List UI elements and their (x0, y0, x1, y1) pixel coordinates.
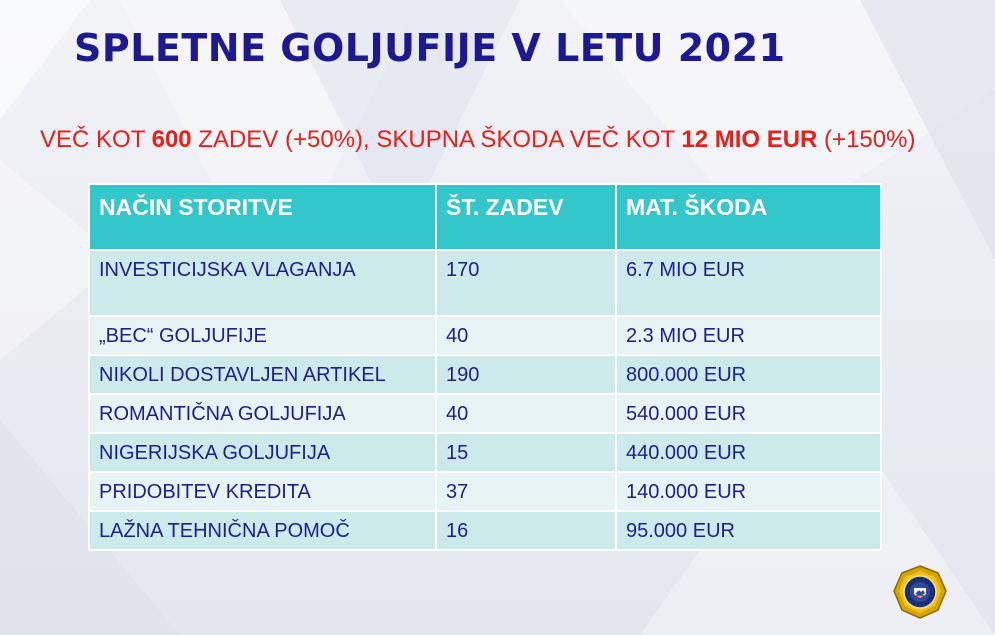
cell-method: INVESTICIJSKA VLAGANJA (89, 250, 436, 316)
police-badge-icon (892, 564, 948, 620)
table-row (89, 472, 881, 511)
cell-damage: 440.000 EUR (616, 433, 881, 472)
header-damage: MAT. ŠKODA (616, 184, 881, 250)
table-row (89, 250, 881, 316)
subtitle-total-damage: 12 MIO EUR (681, 126, 818, 153)
header-method: NAČIN STORITVE (89, 184, 436, 250)
table-row (89, 394, 881, 433)
table-row (89, 316, 881, 355)
cell-cases: 37 (436, 472, 616, 511)
cell-damage: 6.7 MIO EUR (616, 250, 881, 316)
cell-method: PRIDOBITEV KREDITA (89, 472, 436, 511)
cell-damage: 2.3 MIO EUR (616, 316, 881, 355)
cell-damage: 140.000 EUR (616, 472, 881, 511)
cell-method: LAŽNA TEHNIČNA POMOČ (89, 511, 436, 550)
cell-cases: 40 (436, 316, 616, 355)
subtitle-part: ZADEV (+50%), SKUPNA ŠKODA VEČ KOT (191, 126, 682, 153)
cell-method: NIGERIJSKA GOLJUFIJA (89, 433, 436, 472)
table-row (89, 355, 881, 394)
cell-cases: 40 (436, 394, 616, 433)
cell-method: NIKOLI DOSTAVLJEN ARTIKEL (89, 355, 436, 394)
cell-damage: 800.000 EUR (616, 355, 881, 394)
subtitle-part: VEČ KOT (40, 126, 152, 153)
cell-cases: 170 (436, 250, 616, 316)
cell-cases: 15 (436, 433, 616, 472)
slide-subtitle (40, 126, 915, 154)
cell-damage: 540.000 EUR (616, 394, 881, 433)
cell-method: ROMANTIČNA GOLJUFIJA (89, 394, 436, 433)
header-cases: ŠT. ZADEV (436, 184, 616, 250)
slide-title: SPLETNE GOLJUFIJE V LETU 2021 (74, 26, 786, 70)
table-row (89, 511, 881, 550)
subtitle-cases-count: 600 (151, 126, 192, 153)
cell-method: „BEC“ GOLJUFIJE (89, 316, 436, 355)
cell-cases: 190 (436, 355, 616, 394)
cell-cases: 16 (436, 511, 616, 550)
subtitle-part: (+150%) (817, 126, 916, 153)
fraud-statistics-table (88, 183, 882, 551)
table-header-row (89, 184, 881, 250)
cell-damage: 95.000 EUR (616, 511, 881, 550)
table-row (89, 433, 881, 472)
